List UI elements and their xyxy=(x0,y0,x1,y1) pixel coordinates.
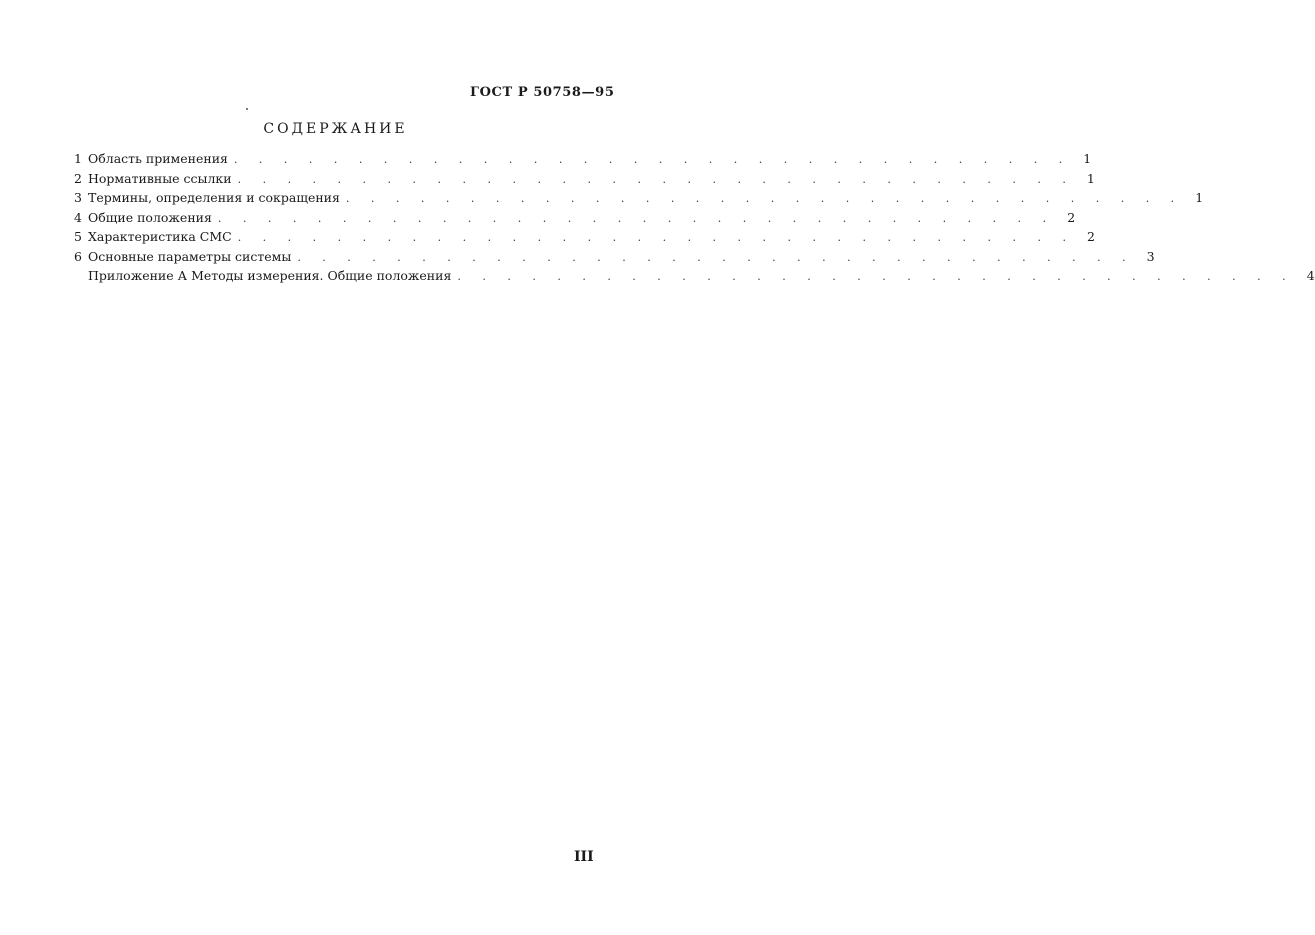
toc-dot-leader: . . . . . . . . . . . . . . . . . . . . . . . . . . . . . . . . . . xyxy=(233,153,1072,166)
toc-entry-title: Основные параметры системы xyxy=(88,248,292,264)
toc-entry-number: 6 xyxy=(74,248,82,264)
toc-entry-page: 3 xyxy=(1146,248,1155,264)
toc-entry-number: 1 xyxy=(74,151,82,166)
toc-entry-page: 2 xyxy=(1087,229,1095,244)
toc-dot-leader: . . . . . . . . . . . . . . . . . . . . . . . . . . . . . . . . . . xyxy=(345,192,1184,205)
toc-entry-number: 2 xyxy=(74,170,82,186)
toc-entry-page: 2 xyxy=(1067,209,1076,225)
table-of-contents xyxy=(74,151,1315,288)
toc-entry xyxy=(74,151,1092,171)
toc-entry-number: 4 xyxy=(74,209,82,225)
toc-entry-number: 3 xyxy=(74,190,82,205)
toc-appendix-title: Приложение А Методы измерения. Общие положения xyxy=(88,268,452,283)
document-code: ГОСТ Р 50758—95 xyxy=(470,85,615,100)
toc-dot-leader: . . . . . . . . . . . . . . . . . . . . . . . . . . . . . . . . . . xyxy=(217,211,1056,225)
toc-entry xyxy=(74,229,1095,249)
toc-appendix-entry xyxy=(74,268,1315,288)
toc-entry-title: Область применения xyxy=(88,151,228,166)
toc-dot-leader: . . . . . . . . . . . . . . . . . . . . . . . . . . . . . . . . . . xyxy=(237,231,1075,244)
toc-dot-leader: . . . . . . . . . . . . . . . . . . . . . . . . . . . . . . . . . . xyxy=(297,250,1135,264)
toc-entry-title: Нормативные ссылки xyxy=(88,170,232,186)
toc-entry xyxy=(74,248,1155,269)
toc-entry-title: Общие положения xyxy=(88,209,212,225)
toc-entry xyxy=(74,170,1095,191)
toc-entry xyxy=(74,190,1204,210)
toc-entry-title: Термины, определения и сокращения xyxy=(88,190,340,205)
toc-appendix-page: 4 xyxy=(1306,268,1315,283)
toc-entry-number: 5 xyxy=(74,229,82,244)
scan-speck xyxy=(246,108,248,110)
toc-dot-leader: . . . . . . . . . . . . . . . . . . . . . . . . . . . . . . . . . . xyxy=(237,172,1075,186)
toc-entry-page: 1 xyxy=(1086,170,1095,186)
toc-dot-leader: . . . . . . . . . . . . . . . . . . . . . . . . . . . . . . . . . . xyxy=(457,270,1295,283)
toc-entry xyxy=(74,209,1076,230)
toc-entry-title: Характеристика СМС xyxy=(88,229,232,244)
toc-entry-page: 1 xyxy=(1195,190,1204,205)
toc-heading: СОДЕРЖАНИЕ xyxy=(263,121,408,137)
page-number: III xyxy=(574,849,594,865)
toc-entry-page: 1 xyxy=(1083,151,1092,166)
